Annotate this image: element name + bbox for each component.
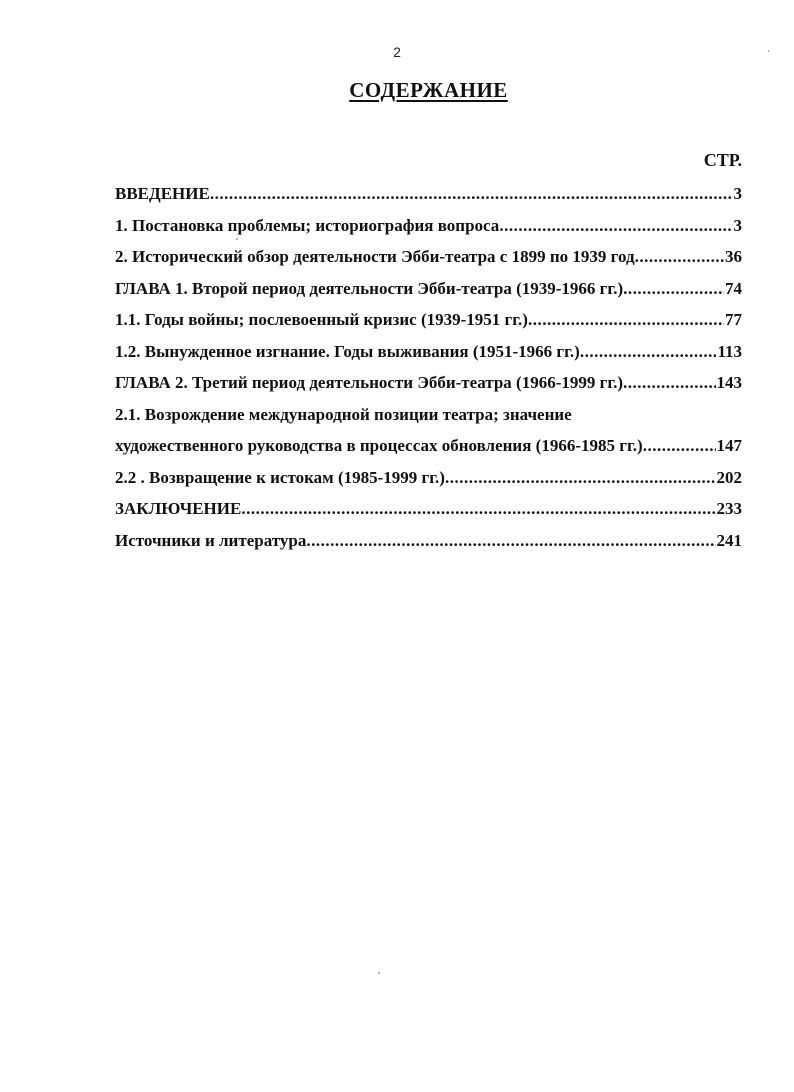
toc-leader xyxy=(241,493,715,525)
toc-entry-continued xyxy=(115,399,742,431)
toc-entry-title: ВВЕДЕНИЕ xyxy=(115,184,210,203)
toc-leader xyxy=(445,462,716,494)
toc-entry-title: ГЛАВА 1. Второй период деятельности Эбби-театра (1939-1966 гг.) xyxy=(115,278,624,298)
toc-leader xyxy=(210,178,733,210)
page-column-header: СТР. xyxy=(703,150,742,170)
toc-entry-title: Источники и литература xyxy=(115,530,307,550)
toc-entry-title: 2.2 . Возвращение к истокам (1985-1999 гг.) xyxy=(115,467,445,487)
toc-entry-title: 2.1. Возрождение международной позиции театра; значение xyxy=(115,404,572,424)
toc-entry-page: 113 xyxy=(717,341,742,361)
toc-entry xyxy=(115,462,742,494)
toc-leader xyxy=(643,430,716,462)
table-of-contents xyxy=(115,178,742,556)
toc-leader xyxy=(499,210,732,242)
toc-entry-page: 77 xyxy=(725,310,742,329)
scan-speck xyxy=(768,50,769,52)
toc-leader xyxy=(623,367,715,399)
toc-entry xyxy=(115,493,742,525)
toc-entry-page: 3 xyxy=(733,184,742,203)
toc-leader xyxy=(528,304,724,336)
toc-entry-title: 1.2. Вынужденное изгнание. Годы выживания (1951-1966 гг.) xyxy=(115,341,580,361)
toc-entry xyxy=(115,430,742,462)
toc-entry xyxy=(115,241,742,273)
toc-entry xyxy=(115,178,742,210)
toc-leader xyxy=(623,273,724,305)
toc-entry xyxy=(115,525,742,557)
toc-entry-title: художественного руководства в процессах обновления (1966-1985 гг.) xyxy=(115,436,643,455)
scan-speck xyxy=(236,238,238,240)
toc-entry xyxy=(115,273,742,305)
toc-entry xyxy=(115,367,742,399)
toc-entry-page: 241 xyxy=(716,530,742,550)
toc-entry-page: 202 xyxy=(716,467,742,487)
toc-entry-title: 1.1. Годы войны; послевоенный кризис (1939-1951 гг.) xyxy=(115,310,528,329)
page-title: СОДЕРЖАНИЕ xyxy=(349,78,508,102)
toc-entry-page: 74 xyxy=(725,278,742,298)
toc-entry-page: 36 xyxy=(725,247,742,266)
toc-entry-title: ЗАКЛЮЧЕНИЕ xyxy=(115,499,242,518)
toc-entry-title: 2. Исторический обзор деятельности Эбби-театра с 1899 по 1939 год xyxy=(115,247,635,266)
toc-leader xyxy=(635,241,724,273)
toc-entry-page: 143 xyxy=(716,373,742,392)
toc-entry-title: 1. Постановка проблемы; историография вопроса xyxy=(115,215,500,235)
page-number: 2 xyxy=(393,44,401,60)
toc-leader xyxy=(306,525,715,557)
toc-entry xyxy=(115,210,742,242)
toc-entry xyxy=(115,336,742,368)
toc-entry xyxy=(115,304,742,336)
scan-speck xyxy=(378,972,380,974)
toc-leader xyxy=(580,336,717,368)
toc-entry-title: ГЛАВА 2. Третий период деятельности Эбби-театра (1966-1999 гг.) xyxy=(115,373,624,392)
toc-entry-page: 233 xyxy=(716,499,742,518)
toc-entry-page: 3 xyxy=(733,215,742,235)
toc-entry-page: 147 xyxy=(716,436,742,455)
